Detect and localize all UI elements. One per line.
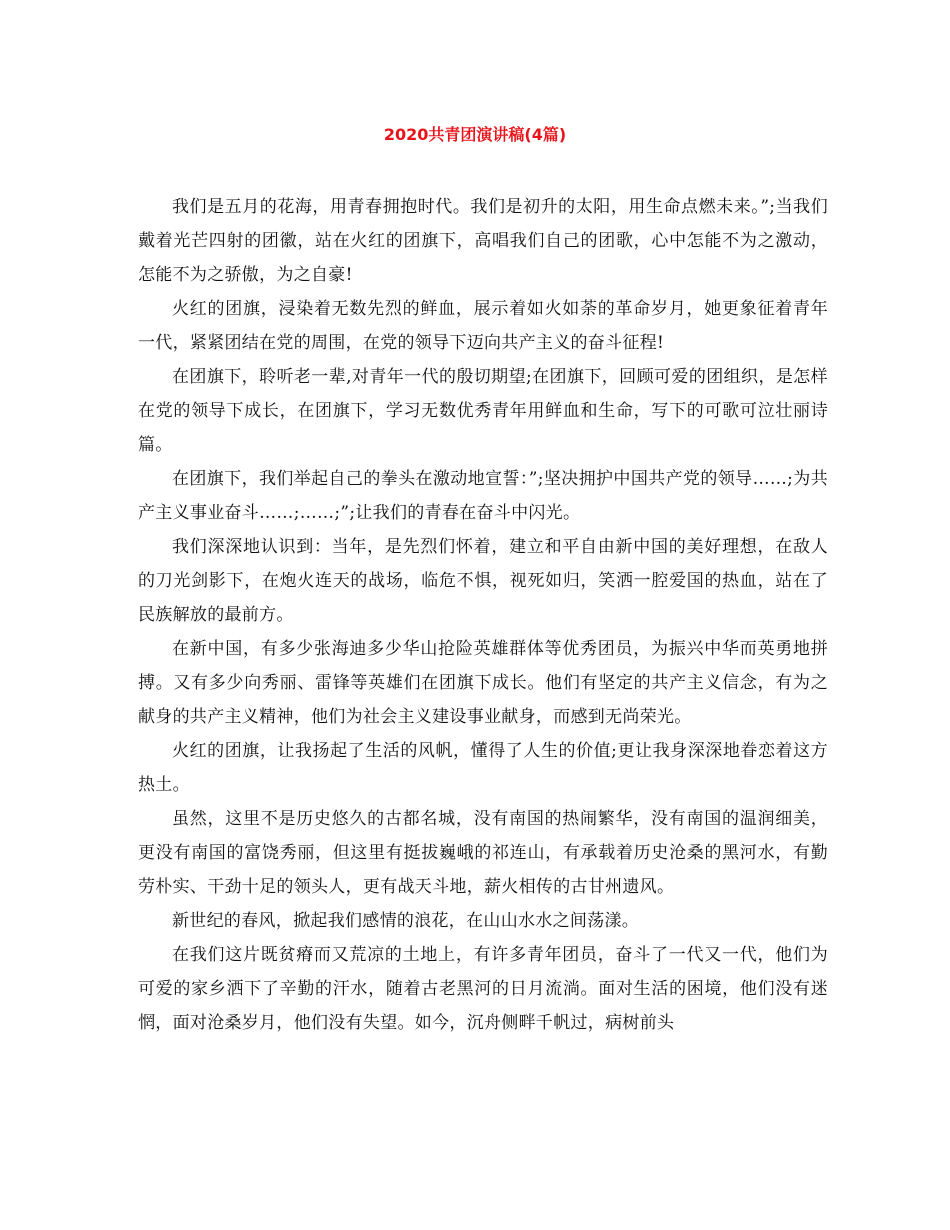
paragraph: 虽然，这里不是历史悠久的古都名城，没有南国的热闹繁华，没有南国的温润细美，更没有南国的富饶秀丽，但这里有挺拔巍峨的祁连山，有承载着历史沧桑的黑河水，有勤劳朴实、干劲十足的领头人，更有战天斗地，薪火相传的古甘州遗风。	[138, 809, 828, 897]
paragraph: 在新中国，有多少张海迪多少华山抢险英雄群体等优秀团员，为振兴中华而英勇地拼搏。又有多少向秀丽、雷锋等英雄们在团旗下成长。他们有坚定的共产主义信念，有为之献身的共产主义精神，他们为社会主义建设事业献身，而感到无尚荣光。	[138, 639, 828, 727]
document-title: 2020共青团演讲稿(4篇)	[383, 125, 567, 144]
paragraph: 新世纪的春风，掀起我们感情的浪花，在山山水水之间荡漾。	[172, 911, 640, 931]
document-body	[138, 190, 828, 1040]
paragraph: 我们是五月的花海，用青春拥抱时代。我们是初升的太阳，用生命点燃未来。”;当我们戴着光芒四射的团徽，站在火红的团旗下，高唱我们自己的团歌，心中怎能不为之激动，怎能不为之骄傲，为之自豪!	[138, 197, 828, 285]
paragraph: 在团旗下，我们举起自己的拳头在激动地宣誓：”;坚决拥护中国共产党的领导……;为共产主义事业奋斗……;……;”;让我们的青春在奋斗中闪光。	[138, 469, 828, 523]
paragraph: 在团旗下，聆听老一辈,对青年一代的殷切期望;在团旗下，回顾可爱的团组织，是怎样在党的领导下成长，在团旗下，学习无数优秀青年用鲜血和生命，写下的可歌可泣壮丽诗篇。	[138, 367, 828, 455]
paragraph: 火红的团旗，浸染着无数先烈的鲜血，展示着如火如荼的革命岁月，她更象征着青年一代，紧紧团结在党的周围，在党的领导下迈向共产主义的奋斗征程!	[138, 299, 828, 353]
paragraph: 火红的团旗，让我扬起了生活的风帆，懂得了人生的价值;更让我身深深地眷恋着这方热土。	[138, 741, 828, 795]
paragraph: 我们深深地认识到：当年，是先烈们怀着，建立和平自由新中国的美好理想，在敌人的刀光剑影下，在炮火连天的战场，临危不惧，视死如归，笑洒一腔爱国的热血，站在了民族解放的最前方。	[138, 537, 828, 625]
paragraph: 在我们这片既贫瘠而又荒凉的土地上，有许多青年团员，奋斗了一代又一代，他们为可爱的家乡洒下了辛勤的汗水，随着古老黑河的日月流淌。面对生活的困境，他们没有迷惘，面对沧桑岁月，他们没有失望。如今，沉舟侧畔千帆过，病树前头	[138, 945, 828, 1033]
